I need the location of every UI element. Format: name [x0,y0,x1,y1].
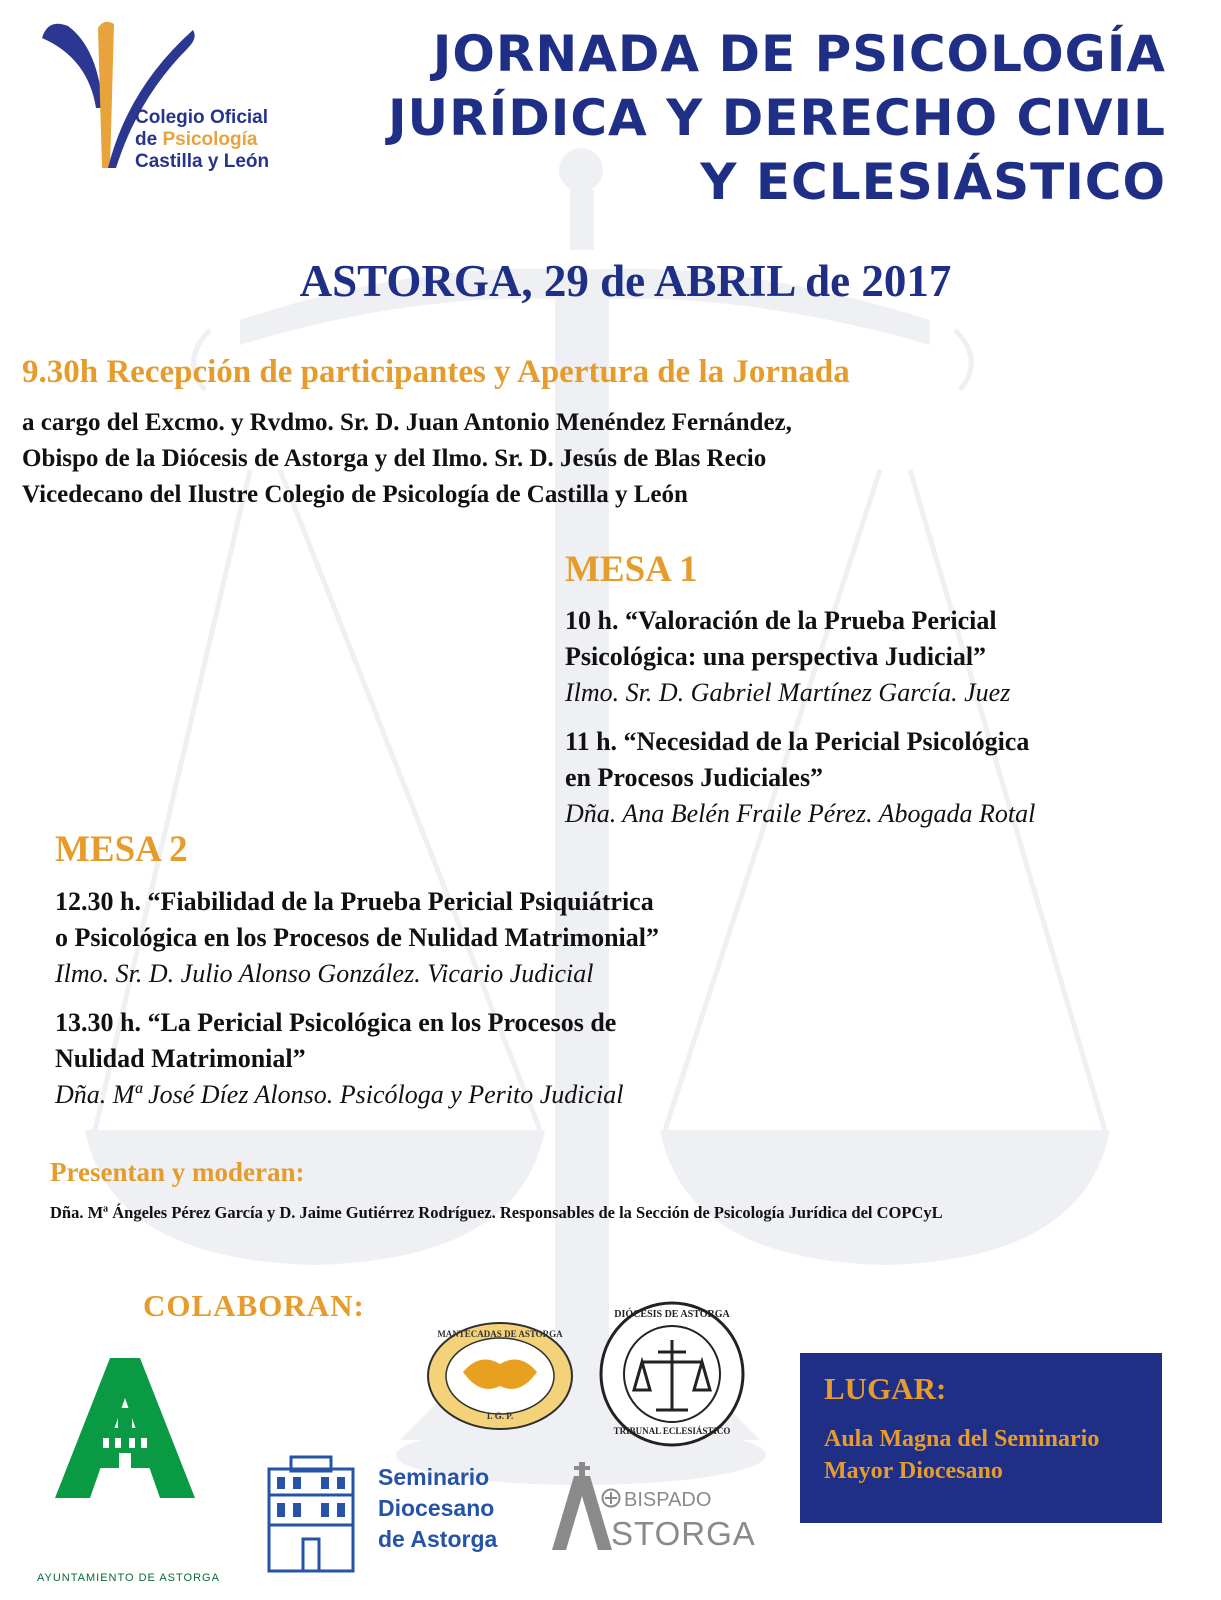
lugar-place [824,1423,1138,1487]
mesa2-title: MESA 2 [55,829,188,870]
talk-speaker: Ilmo. Sr. D. Julio Alonso González. Vicario Judicial [55,959,594,988]
title-line-1: JORNADA DE PSICOLOGÍA [432,25,1166,83]
lugar-box [800,1353,1162,1523]
mesa1-talk-1 [565,603,1010,711]
obispado-cross-icon [601,1488,621,1508]
lugar-line-1: Aula Magna del Seminario [824,1426,1100,1452]
seminario-building-icon [265,1455,357,1575]
place-date: ASTORGA, 29 de ABRIL de 2017 [299,256,952,306]
seminario-line-1: Seminario [378,1464,490,1490]
talk-title-line: 13.30 h. “La Pericial Psicológica en los Procesos de [55,1008,617,1037]
title-line-2: JURÍDICA Y DERECHO CIVIL [387,89,1166,147]
logo-line-3: Castilla y León [135,151,270,172]
opening-line-3: Vicedecano del Ilustre Colegio de Psicología de Castilla y León [22,481,688,508]
opening-line-1: a cargo del Excmo. y Rvdmo. Sr. D. Juan Antonio Menéndez Fernández, [22,409,792,436]
mesa2-talk-1 [55,884,659,992]
diocesis-top-label: DIÓCESIS DE ASTORGA [614,1309,730,1320]
ayuntamiento-label: AYUNTAMIENTO DE ASTORGA [37,1572,220,1584]
diocesis-bottom-label: TRIBUNAL ECLESIÁSTICO [613,1426,731,1436]
mesa1-talk-2 [565,724,1035,832]
obispado-bottom-label: STORGA [611,1515,756,1552]
moderators-text: Dña. Mª Ángeles Pérez García y D. Jaime Gutiérrez Rodríguez. Responsables de la Sección de Psicología Jurídica del COPCyL [50,1203,943,1222]
talk-title-line: 11 h. “Necesidad de la Pericial Psicológica [565,727,1030,756]
mantecadas-bottom-label: I. G. P. [486,1411,514,1421]
ayuntamiento-logo-icon [55,1358,195,1538]
colaboran-heading: COLABORAN: [143,1288,365,1323]
opening-text [22,405,792,513]
mantecadas-seal [425,1320,575,1432]
mesa2-talk-2 [55,1005,623,1113]
talk-speaker: Dña. Mª José Díez Alonso. Psicóloga y Perito Judicial [55,1080,624,1109]
mantecadas-top-label: MANTECADAS DE ASTORGA [437,1329,563,1339]
logo-line-1: Colegio Oficial [135,107,269,128]
talk-speaker: Ilmo. Sr. D. Gabriel Martínez García. Juez [565,678,1011,707]
obispado-top-label: BISPADO [624,1489,712,1511]
talk-title-line: 10 h. “Valoración de la Prueba Pericial [565,606,997,635]
logo-line-2: de Psicología [135,129,258,150]
diocesis-seal [598,1300,746,1448]
talk-title-line: Nulidad Matrimonial” [55,1044,306,1073]
seminario-line-2: Diocesano [378,1495,495,1521]
logo-text [135,107,269,173]
reception-heading: 9.30h Recepción de participantes y Apertura de la Jornada [22,354,850,390]
mesa1-title: MESA 1 [565,549,698,590]
talk-title-line: o Psicológica en los Procesos de Nulidad Matrimonial” [55,923,659,952]
lugar-line-2: Mayor Diocesano [824,1458,1003,1484]
event-title [388,22,1166,214]
talk-title-line: 12.30 h. “Fiabilidad de la Prueba Pericial Psiquiátrica [55,887,654,916]
seminario-text [378,1462,497,1555]
presentan-heading: Presentan y moderan: [50,1157,305,1187]
title-line-3: Y ECLESIÁSTICO [700,153,1166,211]
lugar-title: LUGAR: [824,1371,947,1406]
talk-speaker: Dña. Ana Belén Fraile Pérez. Abogada Rotal [565,799,1036,828]
seminario-line-3: de Astorga [378,1526,498,1552]
opening-line-2: Obispo de la Diócesis de Astorga y del Ilmo. Sr. D. Jesús de Blas Recio [22,445,767,472]
talk-title-line: en Procesos Judiciales” [565,763,824,792]
talk-title-line: Psicológica: una perspectiva Judicial” [565,642,987,671]
